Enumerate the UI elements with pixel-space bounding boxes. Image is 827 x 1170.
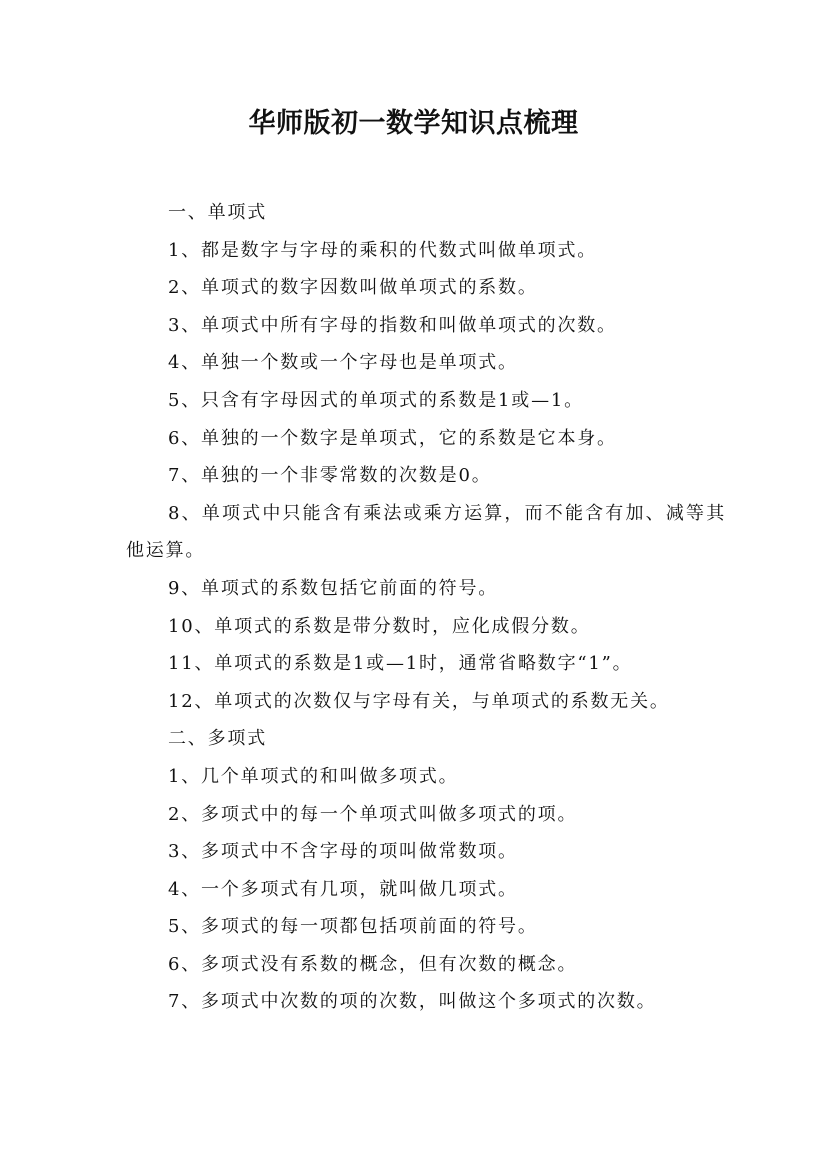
paragraph: 6、多项式没有系数的概念，但有次数的概念。 bbox=[168, 953, 578, 975]
document-title: 华师版初一数学知识点梳理 bbox=[248, 108, 579, 139]
paragraph: 6、单独的一个数字是单项式，它的系数是它本身。 bbox=[168, 427, 617, 449]
section-heading: 二、多项式 bbox=[168, 728, 267, 750]
paragraph: 3、多项式中不含字母的项叫做常数项。 bbox=[168, 841, 518, 863]
paragraph: 2、单项式的数字因数叫做单项式的系数。 bbox=[168, 277, 538, 299]
paragraph: 7、单独的一个非零常数的次数是0。 bbox=[168, 465, 492, 487]
paragraph: 4、一个多项式有几项，就叫做几项式。 bbox=[168, 878, 518, 900]
paragraph: 5、多项式的每一项都包括项前面的符号。 bbox=[168, 916, 538, 938]
paragraph: 8、单项式中只能含有乘法或乘方运算，而不能含有加、减等其他运算。 bbox=[126, 502, 726, 562]
paragraph: 4、单独一个数或一个字母也是单项式。 bbox=[168, 352, 518, 374]
paragraph: 11、单项式的系数是1或—1时，通常省略数字“1”。 bbox=[168, 653, 633, 675]
paragraph: 1、都是数字与字母的乘积的代数式叫做单项式。 bbox=[168, 239, 598, 261]
paragraph: 5、只含有字母因式的单项式的系数是1或—1。 bbox=[168, 389, 584, 411]
paragraph: 9、单项式的系数包括它前面的符号。 bbox=[168, 577, 499, 599]
paragraph: 10、单项式的系数是带分数时，应化成假分数。 bbox=[168, 615, 591, 637]
section-heading: 一、单项式 bbox=[168, 202, 267, 223]
paragraph: 1、几个单项式的和叫做多项式。 bbox=[168, 765, 459, 787]
paragraph: 2、多项式中的每一个单项式叫做多项式的项。 bbox=[168, 803, 578, 825]
paragraph: 7、多项式中次数的项的次数，叫做这个多项式的次数。 bbox=[168, 991, 657, 1013]
paragraph: 3、单项式中所有字母的指数和叫做单项式的次数。 bbox=[168, 314, 617, 336]
document-body bbox=[126, 194, 726, 1021]
paragraph: 12、单项式的次数仅与字母有关，与单项式的系数无关。 bbox=[168, 690, 670, 712]
